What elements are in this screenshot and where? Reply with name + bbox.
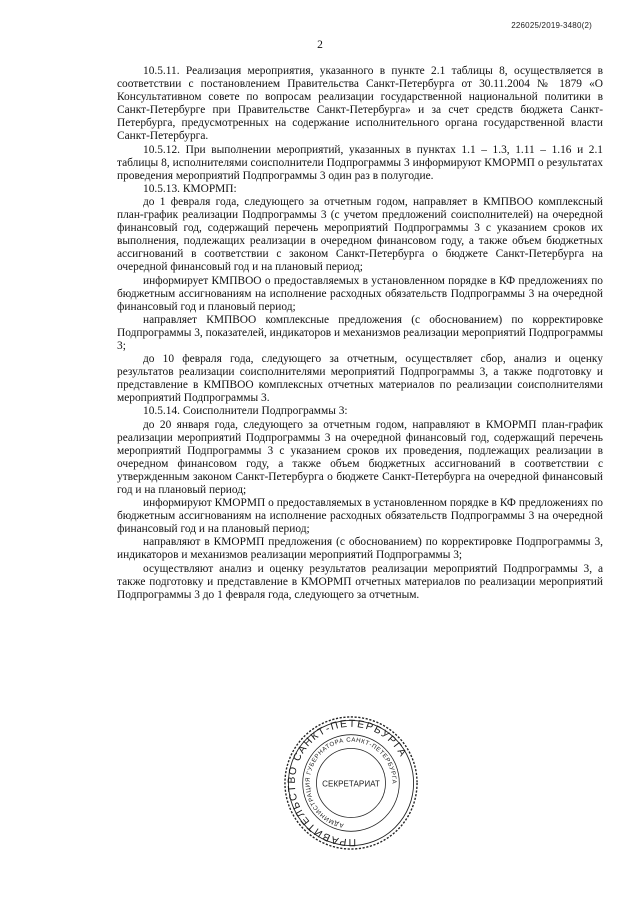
paragraph-10-5-13-heading: 10.5.13. КМОРМП: — [143, 182, 237, 195]
paragraph-10-5-13-item-1: до 1 февраля года, следующего за отчетным годом, направляет в КМПВОО комплексный план-график реализации Подпрограммы 3 (с учетом предложений соисполнителей) на очередной финансовый год, содержащий перечень мероприятий Подпрограммы 3 с указанием сроков их выполнения, подлежащих реализации в очередном финансовом году, а также объем бюджетных ассигнований в соответствии с законом Санкт-Петербурга о бюджете Санкт-Петербурга на очередной финансовый год и на плановый период; — [117, 195, 603, 274]
paragraph-10-5-14-item-2: информируют КМОРМП о предоставляемых в установленном порядке в КФ предложениях по бюджетным ассигнованиям на исполнение расходных обязательств Подпрограммы 3 на очередной финансовый год и на плановый период; — [117, 497, 603, 536]
stamp-center-text: СЕКРЕТАРИАТ — [322, 779, 380, 789]
document-body — [117, 65, 603, 602]
official-stamp — [282, 714, 420, 852]
paragraph-10-5-14-item-4: осуществляют анализ и оценку результатов реализации мероприятий Подпрограммы 3, а также подготовку и представление в КМОРМП отчетных материалов по реализации мероприятий Подпрограммы 3 до 1 февраля года, следующего за отчетным. — [117, 562, 603, 601]
paragraph-10-5-13-item-3: направляет КМПВОО комплексные предложения (с обоснованием) по корректировке Подпрограммы 3, показателей, индикаторов и механизмов реализации мероприятий Подпрограммы 3; — [117, 313, 603, 352]
paragraph-10-5-12: 10.5.12. При выполнении мероприятий, указанных в пунктах 1.1 – 1.3, 1.11 – 1.16 и 2.1 таблицы 8, исполнителями соисполнители Подпрограммы 3 информируют КМОРМП о результатах проведения мероприятий Подпрограммы 3 один раз в полугодие. — [117, 143, 603, 182]
stamp-seal-icon — [282, 714, 420, 852]
stamp-outer-text: ПРАВИТЕЛЬСТВО САНКТ-ПЕТЕРБУРГА — [286, 718, 409, 848]
stamp-inner-text: АДМИНИСТРАЦИЯ ГУБЕРНАТОРА САНКТ-ПЕТЕРБУРГА — [304, 736, 398, 829]
paragraph-10-5-13-item-2: информирует КМПВОО о предоставляемых в установленном порядке в КФ предложениях по бюджетным ассигнованиям на исполнение расходных обязательств Подпрограммы 3 на очередной финансовый год и плановый период; — [117, 274, 603, 313]
paragraph-10-5-13-item-4: до 10 февраля года, следующего за отчетным, осуществляет сбор, анализ и оценку результатов реализации соисполнителями мероприятий Подпрограммы 3, а также подготовку и представление в КМПВОО комплексных отчетных материалов по реализации соисполнителями мероприятий Подпрограммы 3. — [117, 353, 603, 405]
paragraph-10-5-11: 10.5.11. Реализация мероприятия, указанного в пункте 2.1 таблицы 8, осуществляется в соответствии с постановлением Правительства Санкт-Петербурга от 30.11.2004 № 1879 «О Консультативном совете по вопросам реализации государственной национальной политики в Санкт-Петербурге при Правительстве Санкт-Петербурга» и за счет средств бюджета Санкт-Петербурга, предусмотренных на содержание исполнительного органа государственной власти Санкт-Петербурга. — [117, 65, 603, 143]
paragraph-10-5-14-item-3: направляют в КМОРМП предложения (с обоснованием) по корректировке Подпрограммы 3, индикаторов и механизмов реализации мероприятий Подпрограммы 3; — [117, 536, 603, 562]
page-number: 2 — [317, 39, 323, 51]
paragraph-10-5-14-item-1: до 20 января года, следующего за отчетным годом, направляют в КМОРМП план-график реализации мероприятий Подпрограммы 3 на очередной финансовый год, содержащий перечень мероприятий Подпрограммы 3 с указанием сроков их проведения, подлежащих реализации в очередном финансовом году, а также объем бюджетных ассигнований в соответствии с утвержденным законом Санкт-Петербурга о бюджете Санкт-Петербурга на очередной финансовый год и на плановый период; — [117, 418, 603, 496]
document-number: 226025/2019-3480(2) — [511, 21, 592, 30]
paragraph-10-5-14-heading: 10.5.14. Соисполнители Подпрограммы 3: — [143, 405, 348, 418]
